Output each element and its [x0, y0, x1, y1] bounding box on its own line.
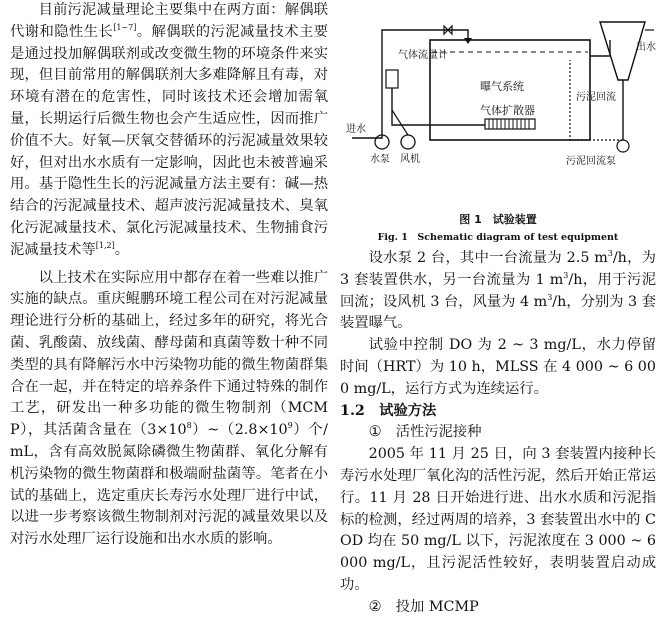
equipment-paragraph	[340, 248, 656, 335]
para-text: 。解偶联的污泥减量技术主要是通过投加解偶联剂或改变微生物的环境条件来实现，但目前常用的解偶联剂大多难降解且有毒，对环境有潜在的危害性，同时该技术还会增加需氧量，长期运行后微生物也会产生适应性，因而推广价值不大。好氧—厌氧交替循环的污泥减量效果较好，但对出水水质有一定影响，因此也未被普遍采用。基于隐性生长的污泥减量方法主要有：碱—热结合的污泥减量技术、超声波污泥减量技术、臭氧化污泥减量技术、氯化污泥减量技术、生物捕食污泥减量技术等	[10, 23, 329, 258]
mcmp-paragraph	[10, 268, 328, 551]
para-text: 设水泵 2 台，其中一台流量为 2.5 m	[368, 250, 608, 266]
subsection-title: 活性污泥接种	[395, 424, 482, 441]
exponent: 3	[547, 292, 553, 302]
para-text: /h，分别为 3 套装置曝气。	[340, 293, 656, 332]
air-pipe	[392, 88, 460, 125]
section-heading	[340, 401, 656, 423]
section-number: 1.2	[340, 402, 365, 419]
exponent: 9	[287, 421, 293, 431]
label-inlet: 进水	[346, 124, 366, 135]
citation-ref: [1~7]	[113, 23, 137, 33]
para-text: 以上技术在实际应用中都存在着一些难以推广实施的缺点。重庆鲲鹏环境工程公司在对污泥减量理论进行分析的基础上，经过多年的研究，将光合菌、乳酸菌、放线菌、酵母菌和真菌等数十种不同类型的具有降解污水中污染物功能的微生物菌群集合在一起，并在特定的培养条件下通过特殊的制作工艺，研发出一种多功能的微生物制剂（MCMP），其活菌含量在（3×10	[10, 269, 328, 439]
para-text: /h，为 3 套装置供水，另一台流量为 1 m	[340, 250, 656, 288]
test-equipment-figure	[340, 0, 656, 176]
subsection-title: 投加 MCMP	[395, 598, 479, 615]
label-sludge-return: 污泥回流	[576, 92, 616, 103]
inoculation-paragraph: 2005 年 11 月 25 日，向 3 套装置内接种长寿污水处理厂氧化沟的活性污泥，然后开始正常运行。11 月 28 日开始进行进、出水水质和污泥指标的检测，经过两周的培养，3 套装置出水中的 COD 均在 50 mg/L 以下，污泥浓度在 3 000 ~ 6 000 mg/L，且污泥活性较好，表明装置启动成功。	[340, 446, 656, 593]
exponent: 3	[607, 249, 613, 259]
label-water-pump: 水泵	[370, 154, 390, 165]
exponent: 8	[186, 421, 192, 431]
flowmeter-icon	[386, 70, 398, 88]
label-fan: 风机	[400, 154, 420, 165]
para-text: ）~（2.8×10	[191, 422, 288, 439]
figure-caption-cn: 图 1 试验装置	[459, 213, 537, 226]
section-title: 试验方法	[379, 402, 437, 419]
label-gas-diffuser: 气体扩散器	[480, 104, 535, 117]
return-pump-icon	[617, 140, 629, 152]
subsection-number: ②	[368, 598, 382, 615]
para-text: 目前污泥减量理论主要集中在两方面：解偶联代谢和隐性生长	[10, 2, 328, 40]
intro-paragraph	[10, 0, 328, 262]
label-gas-flowmeter: 气体流量计	[398, 50, 448, 61]
equipment-diagram	[340, 0, 656, 176]
para-text: 。	[114, 241, 130, 258]
left-column	[10, 0, 328, 551]
para-text: /h，用于污泥回流；设风机 3 台，风量为 4 m	[340, 271, 656, 310]
subsection-heading	[340, 597, 656, 619]
exponent: 3	[563, 271, 569, 281]
control-paragraph: 试验中控制 DO 为 2 ~ 3 mg/L，水力停留时间（HRT）为 10 h，MLSS 在 4 000 ~ 6 000 mg/L，运行方式为连续运行。	[340, 337, 656, 397]
label-outlet: 出水	[636, 42, 656, 53]
citation-ref: [1,2]	[95, 241, 115, 250]
inlet-pipe	[352, 30, 468, 138]
right-column	[340, 248, 656, 619]
para-text: ）个/mL，含有高效脱氮除磷微生物菌群、氧化分解有机污染物的微生物菌群和极端耐盐菌等。笔者在小试的基础上，选定重庆长寿污水处理厂进行中试，以进一步考察该微生物制剂对污泥的减量效果以及对污水处理厂运行设施和出水水质的影响。	[10, 422, 328, 548]
figure-caption-en: Fig. 1 Schematic diagram of test equipment	[377, 232, 619, 243]
label-aeration-system: 曝气系统	[480, 80, 524, 93]
subsection-number: ①	[368, 424, 382, 441]
subsection-heading	[340, 422, 656, 444]
label-return-pump: 污泥回流泵	[566, 156, 616, 167]
fan-icon	[401, 135, 415, 149]
